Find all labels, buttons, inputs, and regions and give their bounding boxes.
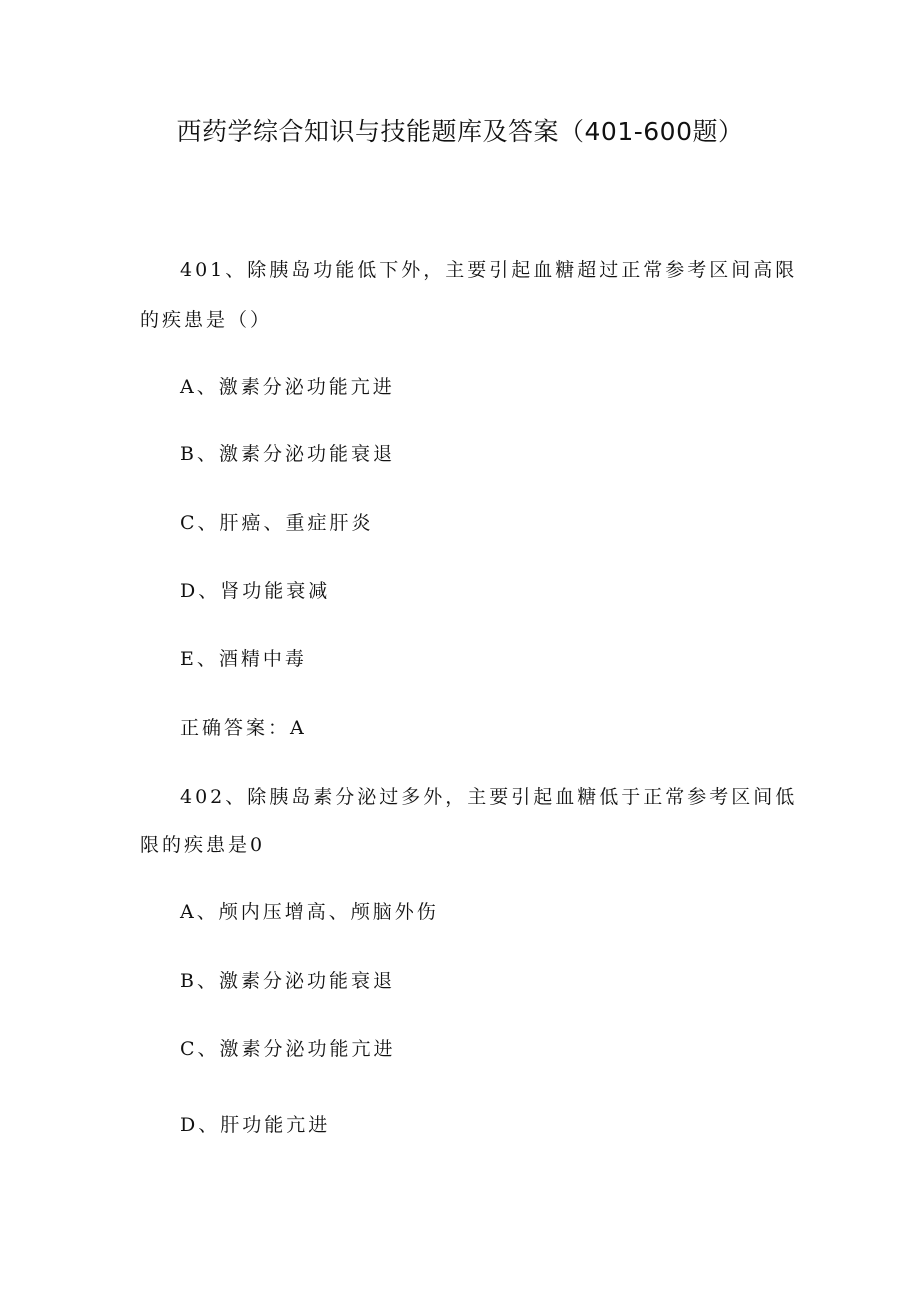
- question-402-stem-line1: 402、除胰岛素分泌过多外，主要引起血糖低于正常参考区间低: [180, 786, 798, 808]
- question-401-stem-line2: 的疾患是（）: [140, 309, 273, 331]
- question-402-option-c: C、激素分泌功能亢进: [180, 1038, 396, 1060]
- question-401-option-d: D、肾功能衰减: [180, 580, 331, 602]
- question-401-stem-line1: 401、除胰岛功能低下外，主要引起血糖超过正常参考区间高限: [180, 259, 798, 281]
- question-401-option-b: B、激素分泌功能衰退: [180, 443, 395, 465]
- question-401-option-c: C、肝癌、重症肝炎: [180, 512, 374, 534]
- question-402-option-a: A、颅内压增高、颅脑外伤: [180, 901, 439, 923]
- question-401-answer: 正确答案：A: [180, 717, 307, 739]
- question-402-stem-line2: 限的疾患是0: [140, 834, 266, 856]
- question-402-option-d: D、肝功能亢进: [180, 1114, 331, 1136]
- question-401-option-e: E、酒精中毒: [180, 648, 307, 670]
- question-401-option-a: A、激素分泌功能亢进: [180, 376, 395, 398]
- document-title: 西药学综合知识与技能题库及答案（401-600题）: [176, 117, 744, 146]
- question-402-option-b: B、激素分泌功能衰退: [180, 970, 395, 992]
